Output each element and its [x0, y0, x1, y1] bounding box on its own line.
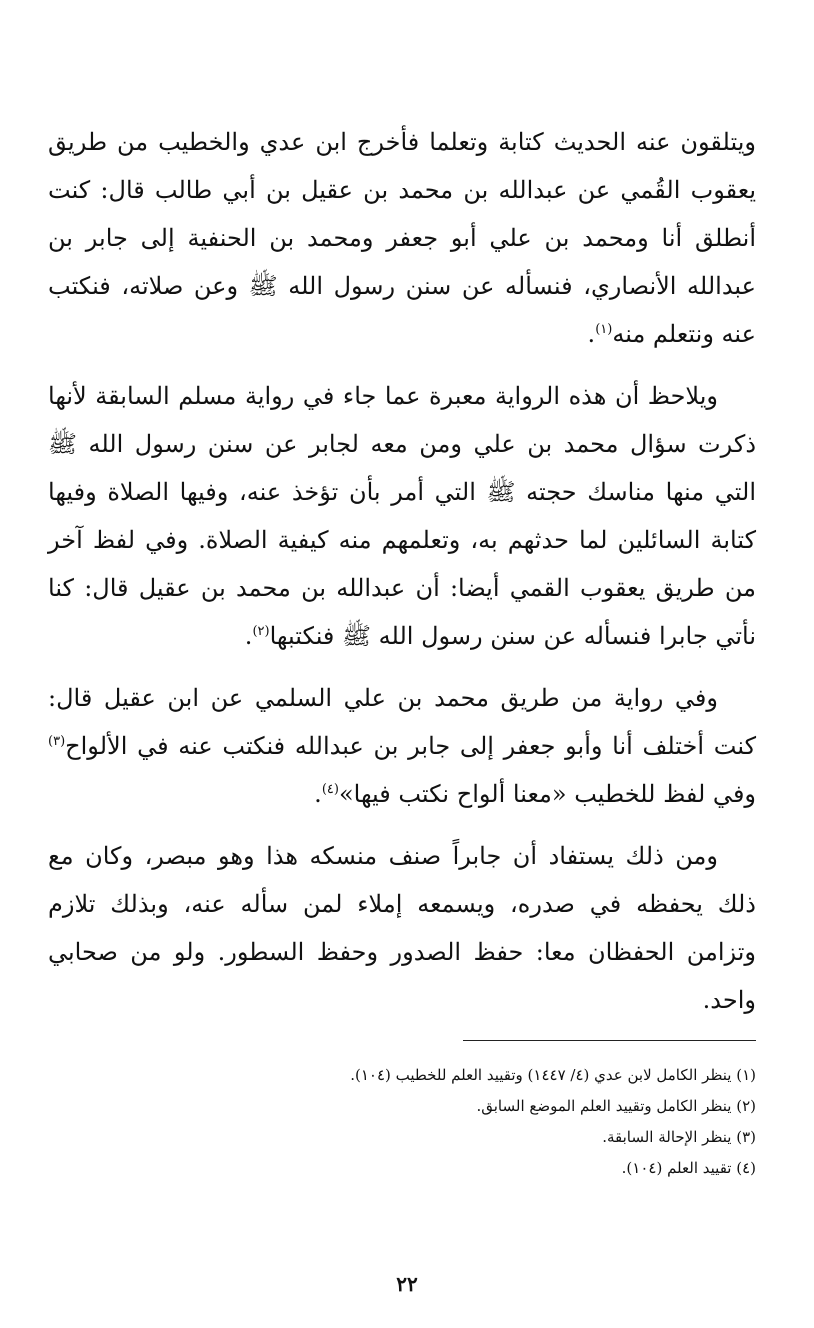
paragraph-3-tail-2: . [314, 780, 322, 808]
footnote-ref-1: (١) [595, 322, 613, 337]
footnote-separator [463, 1040, 756, 1041]
paragraph-1 [48, 118, 756, 358]
paragraph-2 [48, 372, 756, 660]
footnote-3: (٣) ينظر الإحالة السابقة. [602, 1128, 756, 1146]
footnote-ref-4: (٤) [321, 782, 339, 797]
footnote-ref-3: (٣) [48, 734, 66, 749]
paragraph-3-tail: وفي لفظ للخطيب «معنا ألواح نكتب فيها» [338, 780, 756, 808]
footnote-1: (١) ينظر الكامل لابن عدي (٤/ ١٤٤٧) وتقييد العلم للخطيب (١٠٤). [350, 1066, 756, 1084]
footnote-2: (٢) ينظر الكامل وتقييد العلم الموضع السابق. [476, 1097, 756, 1115]
footnotes [250, 1060, 756, 1184]
paragraph-1-text: ويتلقون عنه الحديث كتابة وتعلما فأخرج ابن عدي والخطيب من طريق يعقوب القُمي عن عبدالله بن محمد بن عقيل بن أبي طالب قال: كنت أنطلق أنا ومحمد بن علي أبو جعفر ومحمد بن الحنفية إلى جابر بن عبدالله الأنصاري، فنسأله عن سنن رسول الله ﷺ وعن صلاته، فنكتب عنه ونتعلم منه [48, 128, 756, 348]
paragraph-3 [48, 674, 756, 818]
paragraph-2-text: ويلاحظ أن هذه الرواية معبرة عما جاء في رواية مسلم السابقة لأنها ذكرت سؤال محمد بن علي ومن معه لجابر عن سنن رسول الله ﷺ التي منها مناسك حجته ﷺ التي أمر بأن تؤخذ عنه، وفيها الصلاة وفيها كتابة السائلين لما حدثهم به، وتعلمهم منه كيفية الصلاة. وفي لفظ آخر من طريق يعقوب القمي أيضا: أن عبدالله بن محمد بن عقيل قال: كنا نأتي جابرا فنسأله عن سنن رسول الله ﷺ فنكتبها [48, 382, 756, 650]
paragraph-3-text: وفي رواية من طريق محمد بن علي السلمي عن ابن عقيل قال: كنت أختلف أنا وأبو جعفر إلى جابر بن عبدالله فنكتب عنه في الألواح [48, 684, 756, 760]
body-text [48, 118, 756, 1038]
paragraph-1-tail: . [587, 320, 596, 348]
paragraph-4-text: ومن ذلك يستفاد أن جابراً صنف منسكه هذا وهو مبصر، وكان مع ذلك يحفظه في صدره، ويسمعه إملاء لمن سأله عنه، وبذلك تلازم وتزامن الحفظان معا: حفظ الصدور وحفظ السطور. ولو من صحابي واحد. [48, 842, 756, 1014]
footnote-ref-2: (٢) [252, 624, 270, 639]
footnote-4: (٤) تقييد العلم (١٠٤). [621, 1159, 756, 1177]
paragraph-2-tail: . [244, 622, 253, 650]
page-number: ٢٢ [396, 1272, 418, 1296]
paragraph-4 [48, 832, 756, 1024]
